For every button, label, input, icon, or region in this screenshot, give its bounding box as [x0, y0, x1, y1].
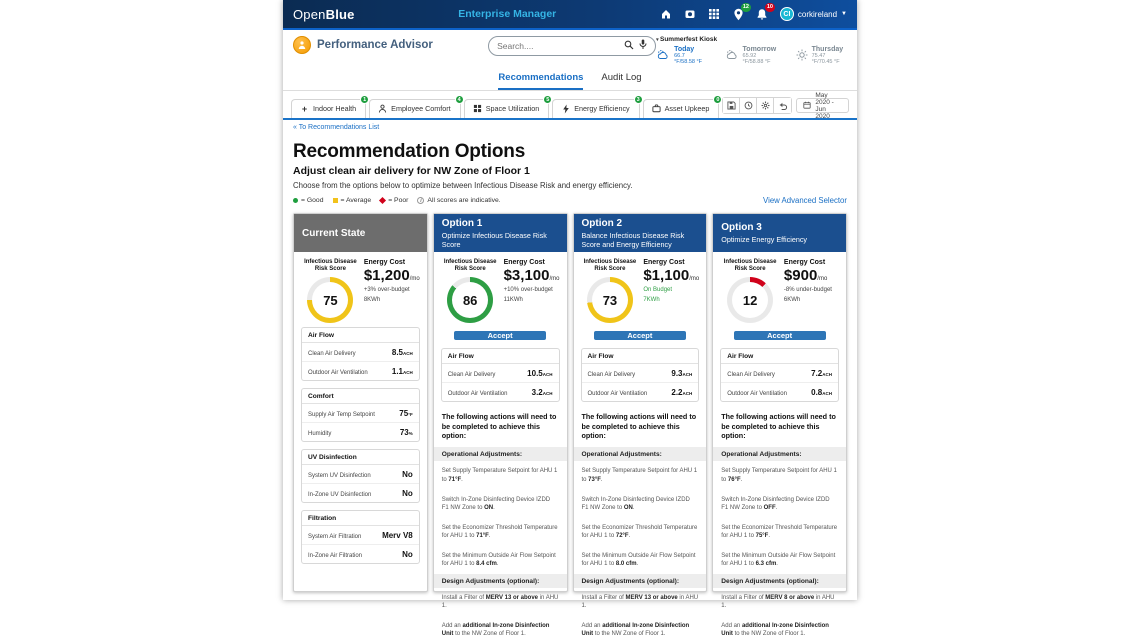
category-badge: 5: [543, 95, 552, 104]
risk-score: [441, 259, 500, 323]
design-adjustments-header: Design Adjustments (optional):: [434, 574, 567, 588]
option-card: [433, 213, 568, 638]
card-header: [294, 214, 427, 252]
metric-row: [442, 383, 559, 401]
metric-section: [301, 327, 420, 381]
risk-score-ring: [587, 277, 633, 323]
metric-label: System UV Disinfection: [308, 472, 371, 479]
design-adjustment-item: Install a Filter of MERV 13 or above in AHU 1.: [581, 595, 699, 610]
legend-note: i All scores are indicative.: [417, 197, 500, 204]
performance-advisor-logo-icon: [293, 36, 311, 54]
weather-day-label: Tomorrow: [742, 46, 777, 53]
current-state-card: [293, 213, 428, 592]
location-pin-icon[interactable]: [732, 4, 749, 21]
date-range-label: May 2020 - Jun 2020: [815, 91, 834, 120]
category-badge: 0: [713, 95, 722, 104]
risk-score-ring: [447, 277, 493, 323]
bell-icon[interactable]: [756, 4, 773, 21]
operational-adjustments-header: Operational Adjustments:: [434, 447, 567, 461]
legend-row: [293, 196, 847, 205]
weather-today[interactable]: [656, 46, 706, 65]
energy-cost-unit: /mo: [817, 276, 828, 282]
search-input[interactable]: [497, 41, 619, 51]
metric-value: 2.2ACH: [671, 387, 693, 397]
design-adjustment-item: Add an additional In-zone Disinfection Unit to the NW Zone of Floor 1.: [721, 623, 829, 638]
metric-value: 3.2ACH: [531, 387, 553, 397]
category-label: Energy Efficiency: [574, 104, 630, 113]
metric-label: Clean Air Delivery: [587, 371, 636, 378]
metric-label: In-Zone UV Disinfection: [308, 491, 372, 498]
design-adjustment-item: Add an additional In-zone Disinfection Unit to the NW Zone of Floor 1.: [441, 623, 550, 638]
avatar: CI: [780, 7, 794, 21]
energy-cost-note: -8% under-budget: [783, 287, 832, 293]
card-title: Option 1: [441, 217, 483, 229]
operational-adjustment-item: Switch In-Zone Disinfecting Device IZDD F1 NW Zone to ON.: [441, 496, 551, 511]
metric-label: Humidity: [308, 430, 332, 437]
card-header: [574, 214, 707, 252]
weather-temps: 66.7 °F/58.58 °F: [674, 53, 703, 65]
metric-value: 7.2ACH: [811, 368, 832, 378]
metric-label: Clean Air Delivery: [447, 371, 496, 378]
page-title: Recommendation Options: [293, 141, 526, 162]
weather-tomorrow[interactable]: [725, 46, 778, 65]
sun-icon: [796, 49, 808, 63]
risk-score-value: 75: [312, 282, 348, 318]
accept-button[interactable]: Accept: [734, 331, 826, 340]
energy-cost-note: 7KWh: [643, 297, 660, 304]
openblue-logo[interactable]: [293, 7, 355, 22]
metric-value: 10.5ACH: [527, 368, 553, 378]
legend-average: = Average: [333, 197, 372, 204]
option-cards-row: [283, 209, 857, 638]
card-title: Current State: [302, 227, 366, 239]
energy-cost: [504, 259, 560, 323]
score-legend: [293, 197, 501, 204]
metric-value: No: [402, 488, 413, 498]
top-navbar: [283, 0, 857, 30]
view-advanced-selector-link[interactable]: View Advanced Selector: [763, 196, 847, 205]
product-name: Performance Advisor: [317, 39, 433, 51]
card-title: Option 3: [721, 222, 762, 233]
risk-score-value: 86: [452, 282, 488, 318]
actions-intro-text: The following actions will need to be completed to achieve this option:: [581, 412, 697, 441]
energy-cost-unit: /mo: [549, 276, 560, 282]
operational-adjustment-item: Set the Economizer Threshold Temperature for AHU 1 to 71°F.: [441, 524, 558, 539]
energy-cost-label: Energy Cost: [783, 259, 826, 266]
metric-value: 1.1ACH: [391, 366, 413, 376]
energy-cost-note: +10% over-budget: [503, 287, 553, 293]
operational-adjustments-header: Operational Adjustments:: [574, 447, 707, 461]
risk-score-label: Infectious Disease Risk Score: [443, 259, 497, 273]
cloud-sun-icon: [656, 49, 670, 62]
microphone-icon[interactable]: [639, 37, 647, 55]
energy-cost-value: $900/mo: [783, 267, 828, 284]
metric-label: Outdoor Air Ventilation: [447, 390, 508, 397]
section-title: Air Flow: [582, 349, 699, 364]
metric-label: Outdoor Air Ventilation: [308, 369, 368, 376]
metric-row: [302, 423, 419, 441]
metric-unit: ACH: [403, 350, 413, 356]
average-marker-icon: [333, 198, 338, 203]
metric-row: [302, 545, 419, 563]
energy-cost-note: 11KWh: [503, 297, 523, 304]
bell-badge: 10: [766, 4, 773, 10]
metric-section: [301, 449, 420, 503]
card-subtitle: Balance Infectious Disease Risk Score and Energy Efficiency: [581, 230, 685, 249]
energy-cost-unit: /mo: [409, 276, 420, 282]
energy-cost: [784, 259, 839, 323]
metric-section: [581, 348, 700, 402]
info-icon: i: [417, 197, 424, 204]
design-adjustments-header: Design Adjustments (optional):: [574, 574, 707, 588]
brand-blue: Blue: [325, 6, 355, 22]
metric-row: [721, 364, 838, 383]
actions-intro-text: The following actions will need to be completed to achieve this option:: [441, 412, 557, 441]
design-adjustments-header: Design Adjustments (optional):: [713, 574, 846, 588]
metric-row: [442, 364, 559, 383]
operational-adjustment-item: Set the Economizer Threshold Temperature for AHU 1 to 72°F.: [581, 524, 698, 539]
app-window: [283, 0, 857, 638]
kiosk-selector[interactable]: ▾ Summerfest Kiosk: [656, 36, 847, 43]
poor-marker-icon: [379, 197, 386, 204]
score-row: [574, 252, 707, 327]
metric-section: [301, 510, 420, 564]
metric-section: [441, 348, 560, 402]
person-icon: [378, 104, 387, 113]
energy-cost-label: Energy Cost: [363, 259, 406, 266]
option-card: [712, 213, 847, 638]
operational-adjustment-item: Set Supply Temperature Setpoint for AHU 1 to 76°F.: [721, 468, 837, 483]
page-heading: [283, 133, 857, 209]
risk-score-label: Infectious Disease Risk Score: [583, 259, 637, 273]
category-tab-bar: [283, 91, 857, 120]
legend-good: = Good: [293, 197, 324, 204]
card-subtitle: Optimize Infectious Disease Risk Score: [441, 230, 547, 249]
design-adjustment-item: Install a Filter of MERV 8 or above in AHU 1.: [721, 595, 835, 610]
metric-value: 8.5ACH: [391, 347, 413, 357]
camera-icon[interactable]: [684, 8, 697, 21]
metric-value: No: [402, 549, 413, 559]
search-area: [488, 36, 656, 56]
metric-unit: °F: [408, 411, 413, 417]
metric-unit: ACH: [822, 371, 832, 377]
tab-indoor-health[interactable]: [291, 96, 367, 118]
cloud-sun-icon: [725, 49, 739, 62]
category-toolbar: [722, 91, 849, 120]
weather-temps: 75.47 °F/70.45 °F: [811, 53, 840, 65]
topbar-icons: [660, 4, 847, 21]
accept-button[interactable]: Accept: [594, 331, 686, 340]
undo-icon[interactable]: [774, 98, 791, 113]
tab-employee-comfort[interactable]: [369, 96, 461, 118]
pin-badge: 12: [742, 4, 749, 10]
page-subtitle: Adjust clean air delivery for NW Zone of Floor 1: [293, 165, 530, 177]
energy-cost: [364, 259, 420, 323]
search-icon[interactable]: [624, 37, 634, 55]
section-title: UV Disinfection: [302, 450, 419, 465]
risk-score: [720, 259, 780, 323]
risk-score: [581, 259, 640, 323]
user-menu[interactable]: [780, 7, 847, 21]
energy-cost-note: 6KWh: [783, 297, 801, 304]
tab-space-utilization[interactable]: [464, 96, 550, 118]
risk-score-ring: [307, 277, 353, 323]
energy-cost-note: 8KWh: [363, 297, 381, 304]
energy-cost: [643, 259, 699, 323]
metric-label: Clean Air Delivery: [308, 350, 356, 357]
building-grid-icon: [473, 104, 482, 113]
energy-cost-note: +3% over-budget: [363, 287, 410, 293]
metric-label: System Air Filtration: [308, 533, 362, 540]
metric-row: [302, 484, 419, 502]
metric-label: Outdoor Air Ventilation: [587, 390, 648, 397]
brand-open: Open: [293, 6, 326, 22]
operational-adjustment-item: Set the Minimum Outside Air Flow Setpoint for AHU 1 to 8.0 cfm.: [581, 553, 696, 568]
metric-row: [302, 465, 419, 484]
weather-forecast: [656, 46, 847, 65]
weather-widget: [656, 36, 847, 65]
legend-poor: = Poor: [380, 197, 408, 204]
metric-row: [721, 383, 838, 401]
metric-row: [582, 383, 699, 401]
operational-adjustment-item: Set Supply Temperature Setpoint for AHU 1 to 73°F.: [581, 468, 698, 483]
operational-adjustment-item: Set the Minimum Outside Air Flow Setpoint for AHU 1 to 6.3 cfm.: [721, 553, 836, 568]
card-header: [434, 214, 567, 252]
design-adjustment-item: Install a Filter of MERV 13 or above in AHU 1.: [441, 595, 559, 610]
metric-unit: ACH: [822, 390, 832, 396]
back-to-recommendations-link[interactable]: « To Recommendations List: [293, 124, 380, 131]
metric-unit: %: [408, 430, 413, 436]
energy-cost-value: $3,100/mo: [503, 267, 560, 284]
card-title: Option 2: [581, 217, 623, 229]
weather-day-label: Thursday: [811, 46, 844, 53]
home-icon[interactable]: [660, 8, 673, 21]
gear-icon[interactable]: [757, 98, 774, 113]
score-row: [434, 252, 567, 327]
briefcase-icon: [652, 104, 661, 113]
toolbar-button-group: [722, 97, 792, 114]
section-title: Filtration: [302, 511, 419, 526]
metric-unit: ACH: [403, 369, 413, 375]
section-title: Air Flow: [302, 328, 419, 343]
risk-score-label: Infectious Disease Risk Score: [304, 259, 357, 273]
metric-row: [582, 364, 699, 383]
risk-score-value: 12: [732, 282, 768, 318]
energy-cost-label: Energy Cost: [643, 259, 685, 266]
metric-label: In-Zone Air Filtration: [308, 552, 363, 559]
metric-value: 73%: [399, 427, 413, 437]
metric-label: Outdoor Air Ventilation: [727, 390, 787, 397]
metric-label: Clean Air Delivery: [727, 371, 775, 378]
section-title: Comfort: [302, 389, 419, 404]
apps-grid-icon[interactable]: [708, 8, 721, 21]
category-label: Indoor Health: [313, 104, 357, 113]
lightning-bolt-icon: [561, 104, 570, 113]
tab-audit-log[interactable]: Audit Log: [601, 72, 642, 83]
option-card: [573, 213, 708, 638]
metric-row: [302, 362, 419, 380]
user-name: corkireland: [797, 9, 838, 19]
save-icon[interactable]: [723, 98, 740, 113]
category-badge: 3: [634, 95, 643, 104]
metric-row: [302, 404, 419, 423]
metric-value: 0.8ACH: [811, 387, 832, 397]
metric-unit: ACH: [542, 371, 553, 377]
product-brand: [293, 36, 453, 54]
metric-label: Supply Air Temp Setpoint: [308, 411, 375, 418]
metric-row: [302, 343, 419, 362]
page-description: Choose from the options below to optimize between Infectious Disease Risk and energy efficiency.: [293, 181, 633, 190]
metric-value: Merv V8: [382, 530, 413, 540]
date-range-picker[interactable]: [796, 91, 849, 120]
weather-thursday[interactable]: [796, 46, 847, 65]
operational-adjustment-item: Switch In-Zone Disinfecting Device IZDD F1 NW Zone to ON.: [581, 496, 690, 511]
chevron-down-icon: ▼: [841, 11, 847, 17]
actions-intro-text: The following actions will need to be completed to achieve this option:: [721, 412, 836, 441]
metric-unit: ACH: [682, 390, 693, 396]
tab-energy-efficiency[interactable]: [552, 96, 640, 118]
card-header: [713, 214, 846, 252]
calendar-icon: [803, 101, 811, 111]
operational-adjustment-item: Switch In-Zone Disinfecting Device IZDD F1 NW Zone to OFF.: [721, 496, 830, 511]
accept-button[interactable]: Accept: [454, 331, 546, 340]
category-label: Asset Upkeep: [664, 104, 710, 113]
operational-adjustment-item: Set the Economizer Threshold Temperature for AHU 1 to 75°F.: [721, 524, 838, 539]
metric-row: [302, 526, 419, 545]
energy-cost-unit: /mo: [689, 276, 700, 282]
risk-score-value: 73: [592, 282, 628, 318]
risk-score: [301, 259, 360, 323]
section-title: Air Flow: [721, 349, 838, 364]
metric-section: [301, 388, 420, 442]
tab-recommendations[interactable]: Recommendations: [498, 72, 583, 90]
card-spacer: [294, 571, 427, 591]
section-title: Air Flow: [442, 349, 559, 364]
energy-cost-note: On Budget: [643, 287, 673, 293]
category-badge: 1: [360, 95, 369, 104]
energy-cost-value: $1,100/mo: [643, 267, 700, 284]
clock-icon[interactable]: [740, 98, 757, 113]
metric-value: No: [402, 469, 413, 479]
energy-cost-value: $1,200/mo: [363, 267, 420, 284]
metric-value: 75°F: [399, 408, 413, 418]
search-box[interactable]: [488, 36, 656, 56]
risk-score-label: Infectious Disease Risk Score: [723, 259, 777, 273]
weather-day-label: Today: [674, 46, 695, 53]
energy-cost-label: Energy Cost: [503, 259, 545, 266]
score-row: [294, 252, 427, 327]
good-marker-icon: [293, 198, 298, 203]
card-subtitle: Optimize Energy Efficiency: [721, 235, 808, 244]
category-label: Space Utilization: [485, 104, 540, 113]
app-title: Enterprise Manager: [458, 8, 557, 20]
metric-unit: ACH: [542, 390, 553, 396]
product-header: [283, 30, 857, 65]
category-badge: 4: [455, 95, 464, 104]
metric-unit: ACH: [682, 371, 693, 377]
main-tabs: [283, 65, 857, 91]
metric-value: 9.3ACH: [671, 368, 693, 378]
score-row: [713, 252, 846, 327]
operational-adjustment-item: Set the Minimum Outside Air Flow Setpoint for AHU 1 to 8.4 cfm.: [441, 553, 556, 568]
operational-adjustments-header: Operational Adjustments:: [713, 447, 846, 461]
tab-asset-upkeep[interactable]: [643, 96, 720, 118]
metric-section: [720, 348, 839, 402]
category-label: Employee Comfort: [391, 104, 451, 113]
weather-temps: 65.92 °F/58.88 °F: [742, 53, 771, 65]
operational-adjustment-item: Set Supply Temperature Setpoint for AHU 1 to 71°F.: [441, 468, 558, 483]
medical-plus-icon: +: [301, 103, 308, 114]
design-adjustment-item: Add an additional In-zone Disinfection Unit to the NW Zone of Floor 1.: [581, 623, 690, 638]
risk-score-ring: [727, 277, 773, 323]
